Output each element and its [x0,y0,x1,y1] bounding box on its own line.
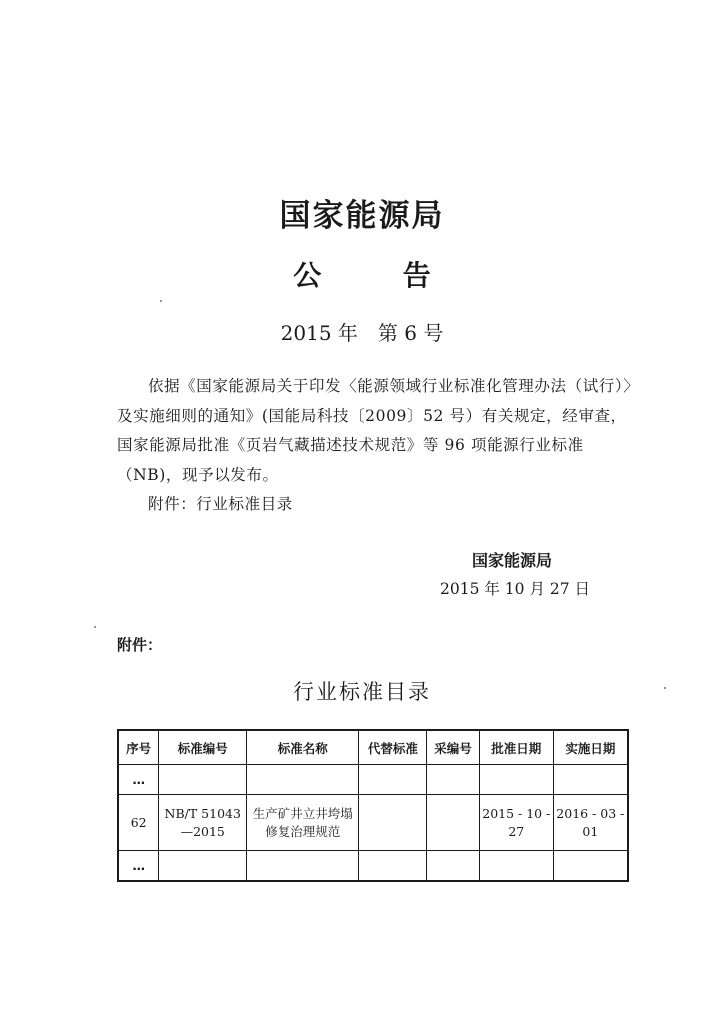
cell-code: NB/T 51043—2015 [159,795,247,851]
column-header: 批准日期 [479,730,553,765]
cell-effective [553,851,628,882]
attachment-label: 附件： [117,636,163,654]
attachment-reference: 附件：行业标准目录 [148,495,293,513]
table-title: 行业标准目录 [293,680,431,704]
cell-effective: 2016 - 03 - 01 [553,795,628,851]
table-row [118,795,628,851]
cell-replaces [359,851,427,882]
cell-name: 生产矿井立井垮塌修复治理规范 [247,795,359,851]
table-row [118,851,628,882]
cell-seq: … [118,851,159,882]
scan-speck [94,626,96,628]
cell-name [247,851,359,882]
scan-speck [160,300,162,302]
column-header: 代替标准 [359,730,427,765]
cell-effective [553,765,628,795]
cell-seq: … [118,765,159,795]
scan-speck [664,687,666,689]
announcement-paragraph: 依据《国家能源局关于印发〈能源领域行业标准化管理办法（试行）〉及实施细则的通知》(国能局科技〔2009〕52 号）有关规定，经审查，国家能源局批准《页岩气藏描述技术规范》等 96 项能源行业标准（NB)，现予以发布。 [117,377,632,484]
issuing-authority-title: 国家能源局 [279,198,445,234]
notice-char-2: 告 [402,259,431,292]
announcement-body [117,372,637,520]
cell-approved [479,851,553,882]
column-header: 采编号 [427,730,480,765]
cell-adopt [427,765,480,795]
cell-code [159,765,247,795]
cell-approved [479,765,553,795]
table-header-row [118,730,628,765]
signature-authority: 国家能源局 [472,551,553,570]
cell-adopt [427,795,480,851]
notice-heading [0,254,724,294]
cell-name [247,765,359,795]
column-header: 标准名称 [247,730,359,765]
cell-adopt [427,851,480,882]
standards-table [117,729,629,882]
cell-seq: 62 [118,795,159,851]
cell-replaces [359,795,427,851]
column-header: 标准编号 [159,730,247,765]
column-header: 实施日期 [553,730,628,765]
signature-date: 2015 年 10 月 27 日 [440,580,591,598]
cell-replaces [359,765,427,795]
notice-char-1: 公 [293,259,322,292]
column-header: 序号 [118,730,159,765]
cell-code [159,851,247,882]
table-row [118,765,628,795]
cell-approved: 2015 - 10 - 27 [479,795,553,851]
issue-number: 2015 年 第 6 号 [280,321,444,345]
